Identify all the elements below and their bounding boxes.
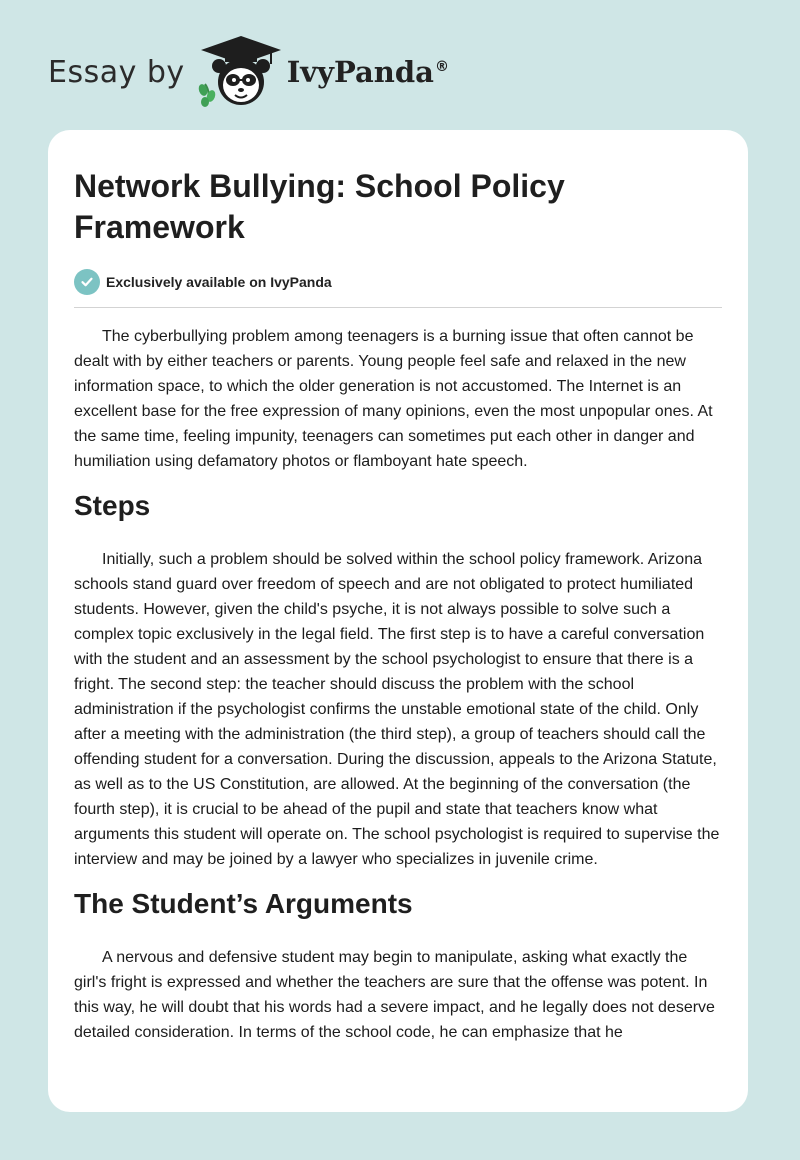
section-heading-steps: Steps bbox=[74, 490, 151, 521]
badge-text: Exclusively available on IvyPanda bbox=[106, 274, 332, 290]
divider bbox=[74, 307, 722, 308]
page-title: Network Bullying: School Policy Framework bbox=[74, 168, 565, 245]
check-icon bbox=[74, 269, 100, 295]
arguments-paragraph: A nervous and defensive student may begin to manipulate, asking what exactly the girl's fright is expressed and whether the teachers are sure that the offense was potent. In this way, he will doubt that his words had a severe impact, and he legally does not deserve detailed consideration. In terms of the school code, he can emphasize that he bbox=[74, 949, 715, 1041]
essay-card bbox=[48, 130, 748, 1112]
registered-mark: ® bbox=[434, 59, 449, 76]
exclusive-badge bbox=[74, 268, 722, 296]
brand-prefix: Essay by bbox=[48, 54, 185, 90]
intro-paragraph: The cyberbullying problem among teenagers is a burning issue that often cannot be dealt with by either teachers or parents. Young people feel safe and relaxed in the new information space, to which the older generation is not accustomed. The Internet is an excellent base for the free expression of many opinions, even the most unpopular ones. At the same time, feeling impunity, teenagers can sometimes put each other in danger and humiliation using defamatory photos or flamboyant hate speech. bbox=[74, 328, 713, 470]
section-heading-arguments: The Student’s Arguments bbox=[74, 888, 413, 919]
brand-name: IvyPanda® bbox=[286, 55, 449, 89]
steps-paragraph: Initially, such a problem should be solved within the school policy framework. Arizona schools stand guard over freedom of speech and are not obligated to protect humiliated students. However, given the child's psyche, it is not always possible to solve such a complex topic exclusively in the legal field. The first step is to have a careful conversation with the student and an assessment by the school psychologist to ensure that there is a fright. The second step: the teacher should discuss the problem with the school administration if the psychologist confirms the unstable emotional state of the child. Only after a meeting with the administration (the third step), a group of teachers should call the offending student for a conversation. During the discussion, appeals to the Arizona Statute, as well as to the US Constitution, are allowed. At the beginning of the conversation (the fourth step), it is crucial to be ahead of the pupil and state that teachers know what arguments this student will operate on. The school psychologist is required to supervise the interview and may be joined by a lawyer who specializes in juvenile crime. bbox=[74, 551, 720, 868]
panda-graduate-logo-icon bbox=[197, 34, 285, 110]
site-header-brand[interactable] bbox=[48, 34, 449, 110]
